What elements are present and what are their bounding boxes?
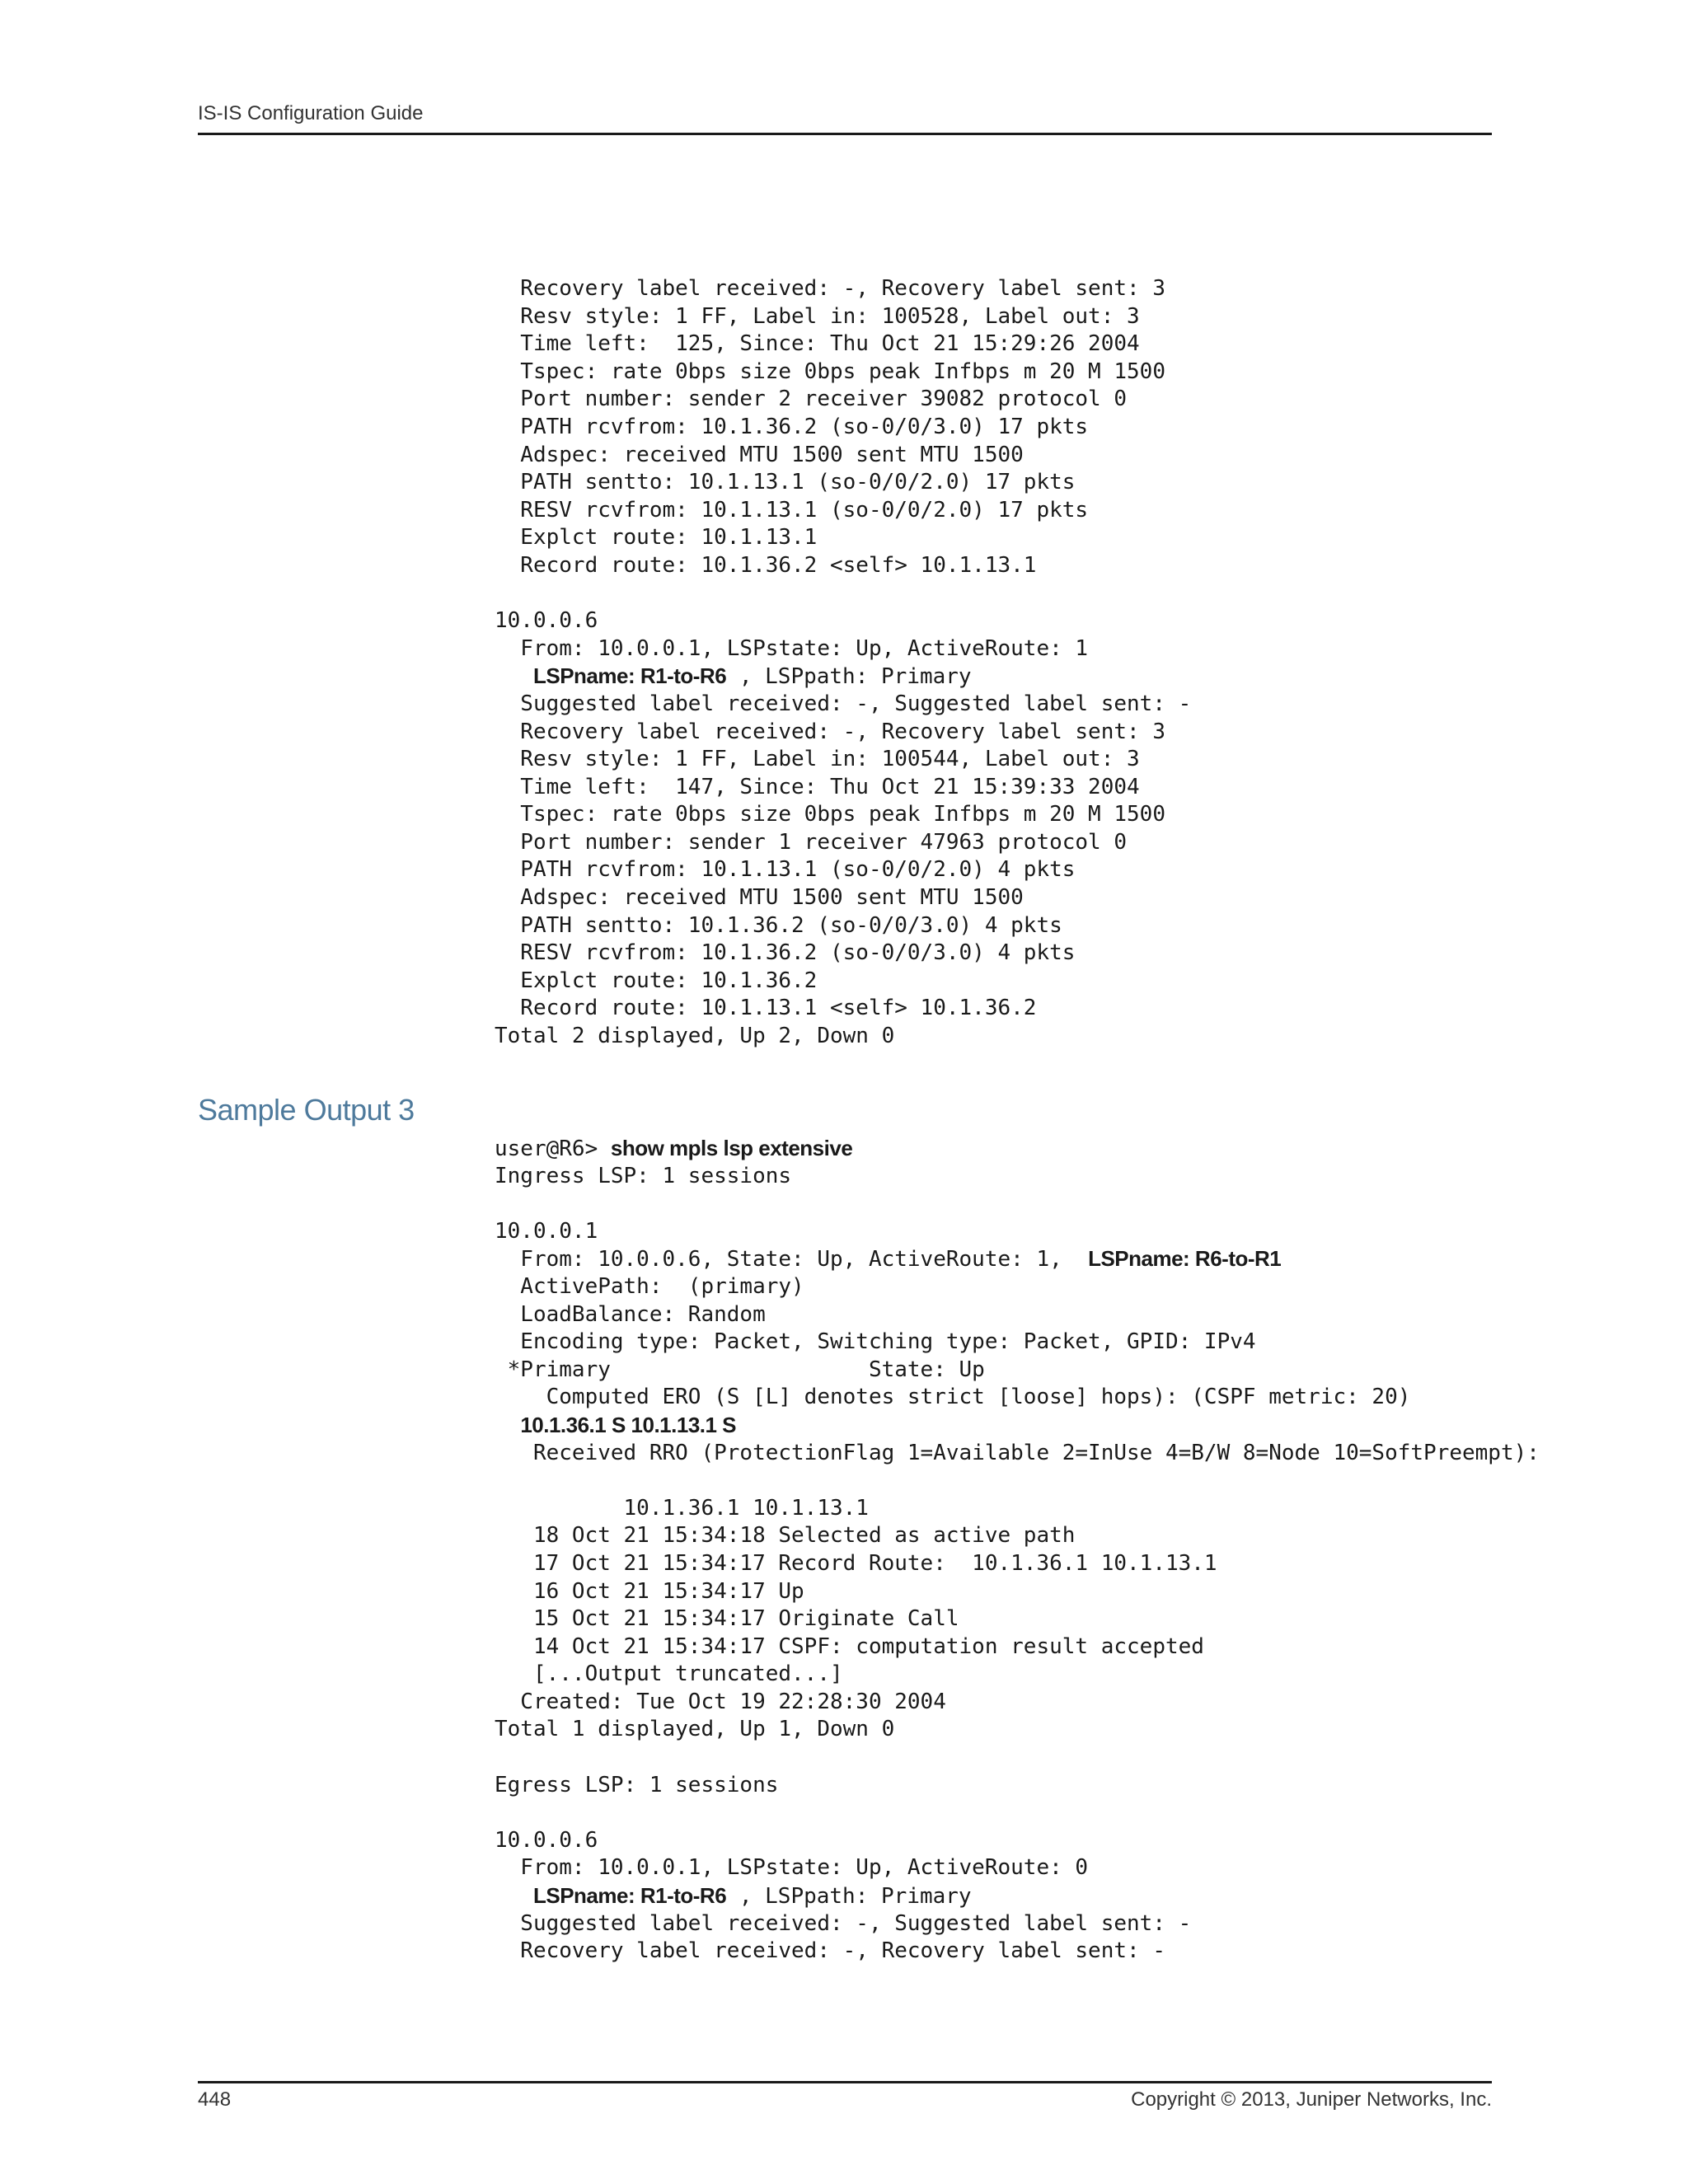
- code-line: PATH sentto: 10.1.36.2 (so-0/0/3.0) 4 pkts: [495, 912, 1062, 938]
- code-line: [495, 1799, 1540, 1827]
- code-line: Adspec: received MTU 1500 sent MTU 1500: [495, 442, 1024, 467]
- code-line: From: 10.0.0.1, LSPstate: Up, ActiveRoute: 1: [495, 635, 1089, 661]
- code-line: [495, 1744, 1540, 1772]
- code-text: , LSPpath: Primary: [726, 1884, 972, 1910]
- code-line: 15 Oct 21 15:34:17 Originate Call: [495, 1606, 959, 1632]
- code-line: PATH rcvfrom: 10.1.36.2 (so-0/0/3.0) 17 pkts: [495, 414, 1089, 439]
- lspname-emphasis: LSPname: R1-to-R6: [532, 663, 727, 689]
- code-line: Egress LSP: 1 sessions: [495, 1772, 779, 1797]
- cli-prompt: user@R6>: [495, 1137, 611, 1161]
- code-line: [...Output truncated...]: [495, 1661, 843, 1687]
- code-line: Explct route: 10.1.13.1: [495, 525, 818, 551]
- code-line: PATH sentto: 10.1.13.1 (so-0/0/2.0) 17 pkts: [495, 470, 1076, 495]
- code-line: [495, 1882, 1540, 1910]
- lspname-emphasis: LSPname: R6-to-R1: [1088, 1246, 1282, 1272]
- code-line: [495, 1190, 1540, 1218]
- code-line: [495, 1412, 1540, 1440]
- code-line: ActivePath: (primary): [495, 1273, 804, 1299]
- cli-command: show mpls lsp extensive: [610, 1136, 853, 1160]
- code-line: Resv style: 1 FF, Label in: 100528, Label out: 3: [495, 303, 1140, 329]
- code-line: RESV rcvfrom: 10.1.36.2 (so-0/0/3.0) 4 pkts: [495, 940, 1076, 966]
- code-block-continued: [495, 275, 1191, 1051]
- code-line: Record route: 10.1.36.2 <self> 10.1.13.1: [495, 552, 1037, 578]
- page-number: 448: [198, 2088, 232, 2111]
- lspname-emphasis: LSPname: R1-to-R6: [532, 1883, 727, 1909]
- code-line: Tspec: rate 0bps size 0bps peak Infbps m 20 M 1500: [495, 802, 1165, 827]
- code-line: [495, 1467, 1540, 1495]
- code-line: 10.0.0.1: [495, 1218, 598, 1244]
- indent: [495, 664, 533, 689]
- code-line: [495, 1245, 1540, 1273]
- code-line: Recovery label received: -, Recovery label sent: 3: [495, 719, 1165, 744]
- indent: [495, 1884, 533, 1909]
- footer-rule: [198, 2081, 1492, 2083]
- indent: [495, 1413, 520, 1438]
- code-line: Created: Tue Oct 19 22:28:30 2004: [495, 1689, 946, 1714]
- code-block-sample-output-3: [495, 1135, 1540, 1966]
- code-line: RESV rcvfrom: 10.1.13.1 (so-0/0/2.0) 17 pkts: [495, 497, 1089, 523]
- code-text: , LSPpath: Primary: [726, 664, 972, 690]
- code-line: Encoding type: Packet, Switching type: Packet, GPID: IPv4: [495, 1329, 1256, 1355]
- code-line: Time left: 147, Since: Thu Oct 21 15:39:33 2004: [495, 774, 1140, 799]
- code-line: Port number: sender 2 receiver 39082 protocol 0: [495, 387, 1128, 412]
- code-line: From: 10.0.0.1, LSPstate: Up, ActiveRoute: 0: [495, 1855, 1089, 1881]
- code-line: 18 Oct 21 15:34:18 Selected as active path: [495, 1523, 1076, 1549]
- code-line: Time left: 125, Since: Thu Oct 21 15:29:26 2004: [495, 331, 1140, 357]
- code-line: Total 1 displayed, Up 1, Down 0: [495, 1717, 895, 1742]
- code-line: Suggested label received: -, Suggested label sent: -: [495, 1910, 1192, 1936]
- code-line: 14 Oct 21 15:34:17 CSPF: computation result accepted: [495, 1633, 1204, 1659]
- code-line: [495, 580, 1191, 608]
- code-line: 16 Oct 21 15:34:17 Up: [495, 1578, 804, 1604]
- section-heading: Sample Output 3: [198, 1093, 415, 1127]
- code-text: From: 10.0.0.6, State: Up, ActiveRoute: 1,: [495, 1247, 1089, 1272]
- code-line: Computed ERO (S [L] denotes strict [loose] hops): (CSPF metric: 20): [495, 1385, 1411, 1410]
- copyright-notice: Copyright © 2013, Juniper Networks, Inc.: [1131, 2088, 1492, 2111]
- code-line: Adspec: received MTU 1500 sent MTU 1500: [495, 885, 1024, 911]
- code-line: Total 2 displayed, Up 2, Down 0: [495, 1024, 895, 1049]
- code-line: Suggested label received: -, Suggested label sent: -: [495, 691, 1192, 716]
- header-rule: [198, 133, 1492, 135]
- running-header: IS-IS Configuration Guide: [198, 102, 424, 124]
- code-line: Ingress LSP: 1 sessions: [495, 1163, 792, 1188]
- code-line: Explct route: 10.1.36.2: [495, 968, 818, 993]
- code-line: Recovery label received: -, Recovery label sent: 3: [495, 276, 1165, 301]
- code-line: Port number: sender 1 receiver 47963 protocol 0: [495, 829, 1128, 855]
- code-line: Tspec: rate 0bps size 0bps peak Infbps m 20 M 1500: [495, 359, 1165, 384]
- code-line: Resv style: 1 FF, Label in: 100544, Label out: 3: [495, 747, 1140, 772]
- code-line: 17 Oct 21 15:34:17 Record Route: 10.1.36.1 10.1.13.1: [495, 1550, 1217, 1576]
- code-line: 10.1.36.1 10.1.13.1: [495, 1495, 869, 1521]
- code-line: Recovery label received: -, Recovery label sent: -: [495, 1938, 1165, 1964]
- code-line: 10.0.0.6: [495, 1827, 598, 1853]
- code-line: [495, 663, 1191, 691]
- ero-hops-emphasis: 10.1.36.1 S 10.1.13.1 S: [520, 1412, 737, 1437]
- code-line: 10.0.0.6: [495, 608, 598, 634]
- code-line: PATH rcvfrom: 10.1.13.1 (so-0/0/2.0) 4 pkts: [495, 857, 1076, 883]
- code-line: Received RRO (ProtectionFlag 1=Available 2=InUse 4=B/W 8=Node 10=SoftPreempt):: [495, 1440, 1540, 1465]
- command-line: [495, 1135, 1540, 1163]
- code-line: *Primary State: Up: [495, 1357, 985, 1382]
- code-line: Record route: 10.1.13.1 <self> 10.1.36.2: [495, 996, 1037, 1021]
- code-line: LoadBalance: Random: [495, 1301, 766, 1327]
